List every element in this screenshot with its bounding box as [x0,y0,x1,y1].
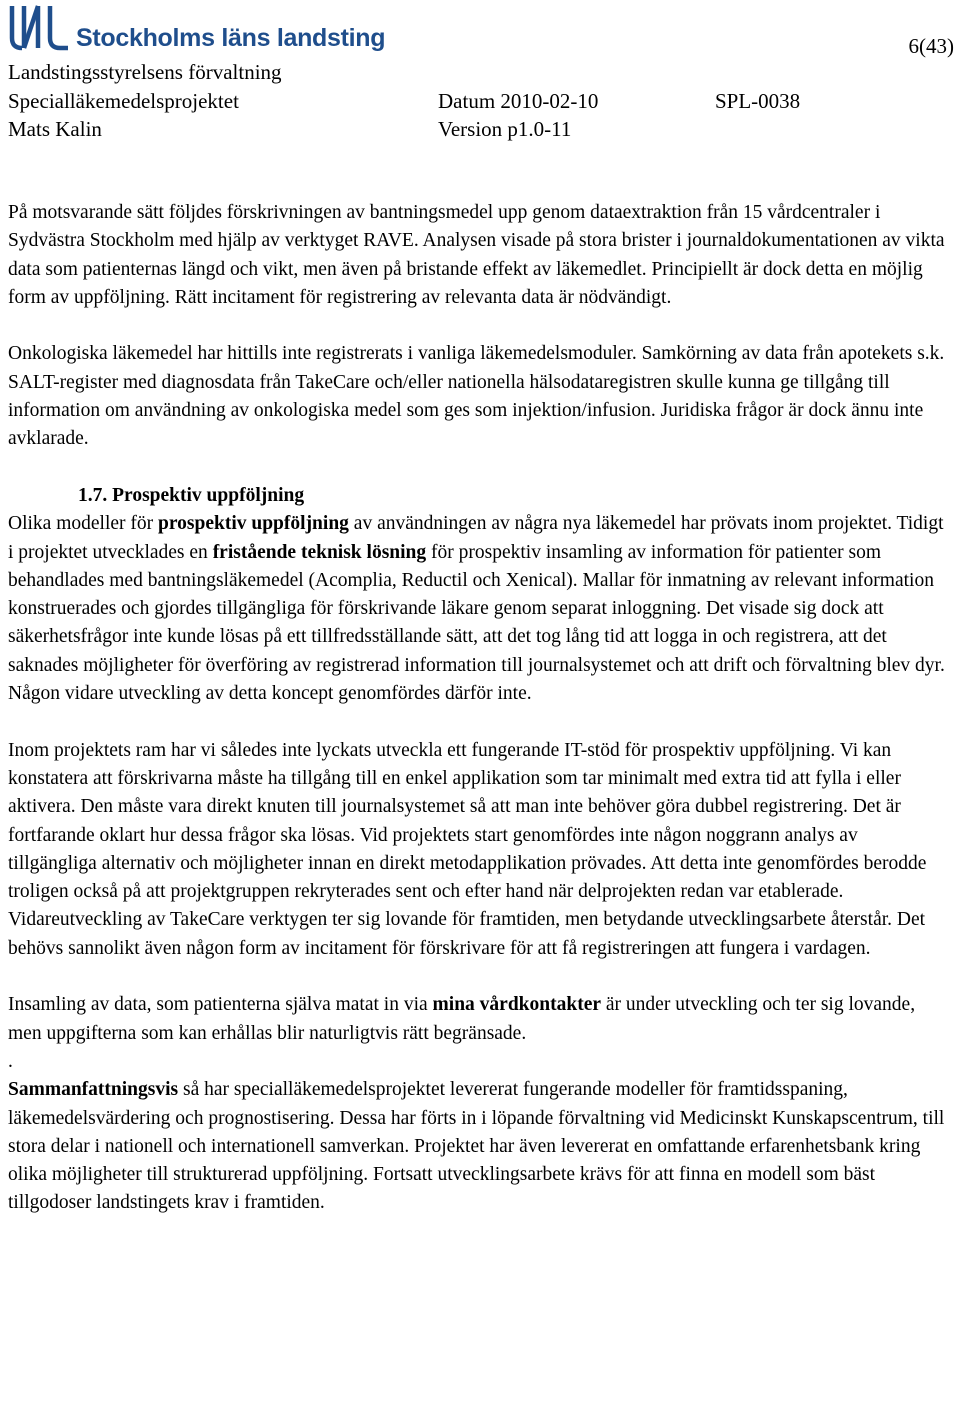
page-number: 6(43) [908,34,954,58]
paragraph-prospective: Olika modeller för prospektiv uppföljning av användningen av några nya läkemedel har prövats inom projektet. Tidigt i projektet utvecklades en fristående teknisk lösning för prospektiv insamling av information för patienter som behandlades med bantningsläkemedel (Acomplia, Reductil och Xenical). Mallar för inmatning av relevant information konstruerades och gjordes tillgängliga för förskrivande läkare genom separat inloggning. Det visade sig dock att säkerhetsfrågor inte kunde lösas på ett tillfredsställande sätt, att det tog lång tid att logga in och registrera, att det saknades möjligheter för överföring av registrerad information till journalsystemet och att drift och förvaltning blev dyr. Någon vidare utveckling av detta koncept genomfördes därför inte. [8,513,945,705]
paragraph-rave: På motsvarande sätt följdes förskrivningen av bantningsmedel upp genom dataextraktion från 15 vårdcentraler i Sydvästra Stockholm med hjälp av verktyget RAVE. Analysen visade på stora brister i journaldokumentationen av vikta data som patienternas längd och vikt, men även på bristande effekt av läkemedlet. Principiellt är dock detta en möjlig form av uppföljning. Rätt incitament för registrering av relevanta data är nödvändigt. [8,202,945,308]
document-body [8,199,948,1218]
section-heading: 1.7. Prospektiv uppföljning [78,484,305,506]
document-version: Version p1.0-11 [438,117,572,141]
department: Landstingsstyrelsens förvaltning [8,60,282,84]
sll-logo-icon [8,4,70,52]
project-name: Specialläkemedelsprojektet [8,89,239,113]
document-date: Datum 2010-02-10 [438,89,599,113]
author: Mats Kalin [8,117,102,141]
paragraph-it-support: Inom projektets ram har vi således inte lyckats utveckla ett fungerande IT-stöd för prospektiv uppföljning. Vi kan konstatera att förskrivarna måste ha tillgång till en enkel applikation som tar minimalt med extra tid att fylla i eller aktivera. Den måste vara direkt knuten till journalsystemet så att man inte behöver göra dubbel registrering. Det är fortfarande oklart hur dessa frågor ska lösas. Vid projektets start genomfördes inte någon noggrann analys av tillgängliga alternativ och möjligheter innan en direkt metodapplikation prövades. Att detta inte genomfördes berodde troligen också på att projektgruppen rekryterades sent och efter hand när delprojekten redan var etablerade. Vidareutveckling av TakeCare verktygen ter sig lovande för framtiden, men betydande utvecklingsarbete återstår. Det behövs sannolikt även någon form av incitament för förskrivare för att få registreringen att fungera i vardagen. [8,739,927,959]
stray-dot: . [8,1050,13,1072]
paragraph-summary: Sammanfattningsvis så har specialläkemedelsprojektet levererat fungerande modeller för framtidsspaning, läkemedelsvärdering och prognostisering. Dessa har förts in i löpande förvaltning vid Medicinskt Kunskapscentrum, till stora delar i nationell och internationell samverkan. Projektet har även levererat en omfattande erfarenhetsbank kring olika möjligheter till strukturerad uppföljning. Fortsatt utvecklingsarbete krävs för att finna en modell som bäst tillgodoser landstingets krav i framtiden. [8,1079,945,1214]
org-logo [8,4,385,52]
org-name: Stockholms läns landsting [76,24,386,52]
document-id: SPL-0038 [715,89,801,113]
paragraph-oncology: Onkologiska läkemedel har hittills inte registrerats i vanliga läkemedelsmoduler. Samkörning av data från apotekets s.k. SALT-register med diagnosdata från TakeCare och/eller nationella hälsodataregistren skulle kunna ge tillgång till information om användning av onkologiska medel som ges som injektion/infusion. Juridiska frågor är dock ännu inte avklarade. [8,343,945,450]
paragraph-patient-data: Insamling av data, som patienterna själva matat in via mina vårdkontakter är under utveckling och ter sig lovande, men uppgifterna som kan erhållas blir naturligtvis rätt begränsade. [8,994,916,1044]
document-header [0,0,960,150]
